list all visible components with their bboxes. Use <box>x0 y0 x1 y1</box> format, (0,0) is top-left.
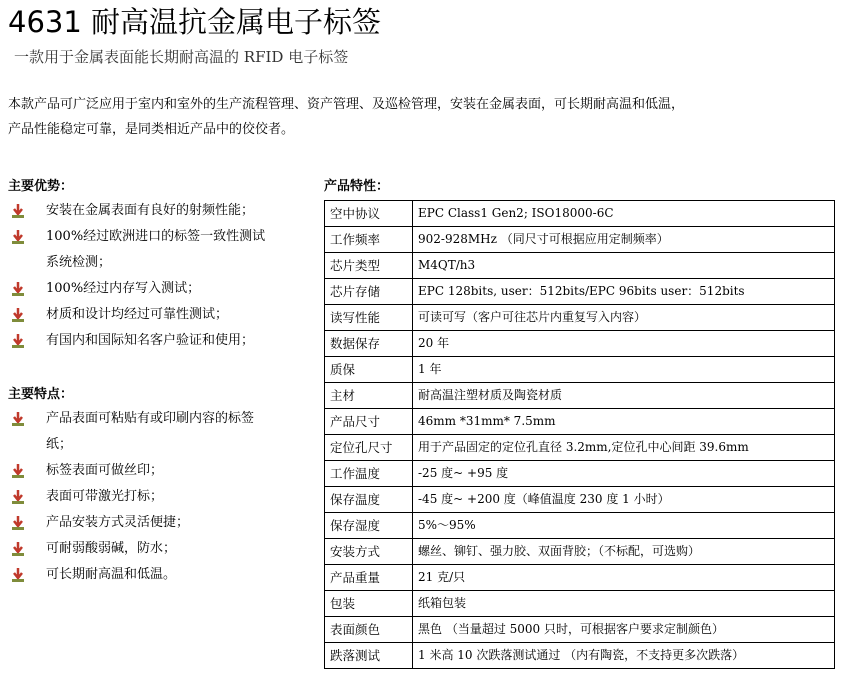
page-subtitle: 一款用于金属表面能长期耐高温的 RFID 电子标签 <box>14 48 349 66</box>
spec-value: -25 度~ +95 度 <box>413 461 835 487</box>
spec-key: 定位孔尺寸 <box>325 435 413 461</box>
list-item <box>8 276 276 302</box>
page-title: 4631 耐高温抗金属电子标签 <box>8 5 382 39</box>
list-item <box>8 406 276 458</box>
spec-key: 产品重量 <box>325 565 413 591</box>
specs-section <box>324 176 836 669</box>
features-list <box>8 406 308 588</box>
spec-value: 黑色 （当量超过 5000 只时，可根据客户要求定制颜色） <box>413 617 835 643</box>
spec-value: 螺丝、铆钉、强力胶、双面背胶；（不标配，可选购） <box>413 539 835 565</box>
list-item <box>8 510 276 536</box>
table-row <box>325 227 835 253</box>
list-item-text: 材质和设计均经过可靠性测试； <box>46 307 229 322</box>
advantages-list <box>8 198 308 354</box>
spec-value: 20 年 <box>413 331 835 357</box>
spec-key: 读写性能 <box>325 305 413 331</box>
table-row <box>325 357 835 383</box>
red-arrow-bullet-icon <box>12 334 24 348</box>
table-row <box>325 435 835 461</box>
spec-value: 纸箱包装 <box>413 591 835 617</box>
table-row <box>325 643 835 669</box>
table-row <box>325 253 835 279</box>
table-row <box>325 305 835 331</box>
spec-key: 表面颜色 <box>325 617 413 643</box>
features-title: 主要特点： <box>8 387 74 402</box>
advantages-title: 主要优势： <box>8 179 74 194</box>
red-arrow-bullet-icon <box>12 230 24 244</box>
table-row <box>325 383 835 409</box>
spec-value: 5%～95% <box>413 513 835 539</box>
spec-key: 工作频率 <box>325 227 413 253</box>
spec-key: 质保 <box>325 357 413 383</box>
spec-value: 902-928MHz （同尺寸可根据应用定制频率） <box>413 227 835 253</box>
table-row <box>325 539 835 565</box>
spec-key: 数据保存 <box>325 331 413 357</box>
red-arrow-bullet-icon <box>12 308 24 322</box>
list-item-text: 安装在金属表面有良好的射频性能； <box>46 203 255 218</box>
list-item-text: 100%经过欧洲进口的标签一致性测试系统检测； <box>46 229 266 270</box>
list-item <box>8 484 276 510</box>
table-row <box>325 617 835 643</box>
spec-value: -45 度~ +200 度（峰值温度 230 度 1 小时） <box>413 487 835 513</box>
list-item-text: 可长期耐高温和低温。 <box>46 567 177 582</box>
intro-paragraph <box>8 92 843 142</box>
red-arrow-bullet-icon <box>12 516 24 530</box>
red-arrow-bullet-icon <box>12 464 24 478</box>
list-item-text: 100%经过内存写入测试； <box>46 281 201 296</box>
red-arrow-bullet-icon <box>12 282 24 296</box>
spec-value: 可读可写（客户可往芯片内重复写入内容） <box>413 305 835 331</box>
spec-value: 1 年 <box>413 357 835 383</box>
table-row <box>325 331 835 357</box>
spec-key: 芯片类型 <box>325 253 413 279</box>
spec-key: 主材 <box>325 383 413 409</box>
list-item <box>8 198 276 224</box>
list-item-text: 产品安装方式灵活便捷； <box>46 515 190 530</box>
spec-value: 21 克/只 <box>413 565 835 591</box>
spec-key: 安装方式 <box>325 539 413 565</box>
list-item <box>8 328 276 354</box>
red-arrow-bullet-icon <box>12 490 24 504</box>
table-row <box>325 513 835 539</box>
spec-value: EPC Class1 Gen2; ISO18000-6C <box>413 201 835 227</box>
spec-key: 产品尺寸 <box>325 409 413 435</box>
list-item <box>8 458 276 484</box>
spec-value: M4QT/h3 <box>413 253 835 279</box>
specs-title: 产品特性： <box>324 179 390 194</box>
list-item <box>8 224 276 276</box>
spec-key: 空中协议 <box>325 201 413 227</box>
table-row <box>325 409 835 435</box>
spec-value: 46mm *31mm* 7.5mm <box>413 409 835 435</box>
list-item <box>8 302 276 328</box>
spec-value: EPC 128bits, user：512bits/EPC 96bits user：512bits <box>413 279 835 305</box>
table-row <box>325 201 835 227</box>
intro-line-1: 本款产品可广泛应用于室内和室外的生产流程管理、资产管理、及巡检管理，安装在金属表面，可长期耐高温和低温， <box>8 97 685 112</box>
list-item-text: 可耐弱酸弱碱，防水； <box>46 541 177 556</box>
table-row <box>325 565 835 591</box>
left-column <box>8 176 308 588</box>
table-row <box>325 487 835 513</box>
red-arrow-bullet-icon <box>12 542 24 556</box>
spec-key: 跌落测试 <box>325 643 413 669</box>
spec-value: 1 米高 10 次跌落测试通过 （内有陶瓷，不支持更多次跌落） <box>413 643 835 669</box>
intro-line-2: 产品性能稳定可靠，是同类相近产品中的佼佼者。 <box>8 122 295 137</box>
red-arrow-bullet-icon <box>12 568 24 582</box>
table-row <box>325 591 835 617</box>
list-item-text: 产品表面可粘贴有或印刷内容的标签纸； <box>46 411 255 452</box>
table-row <box>325 279 835 305</box>
list-item-text: 有国内和国际知名客户验证和使用； <box>46 333 255 348</box>
spec-value: 耐高温注塑材质及陶瓷材质 <box>413 383 835 409</box>
red-arrow-bullet-icon <box>12 412 24 426</box>
spec-value: 用于产品固定的定位孔直径 3.2mm,定位孔中心间距 39.6mm <box>413 435 835 461</box>
spec-key: 保存湿度 <box>325 513 413 539</box>
spec-key: 保存温度 <box>325 487 413 513</box>
list-item-text: 表面可带激光打标； <box>46 489 164 504</box>
spec-key: 芯片存储 <box>325 279 413 305</box>
specs-table <box>324 200 835 669</box>
table-row <box>325 461 835 487</box>
spec-key: 包装 <box>325 591 413 617</box>
list-item <box>8 562 276 588</box>
list-item <box>8 536 276 562</box>
list-item-text: 标签表面可做丝印； <box>46 463 164 478</box>
red-arrow-bullet-icon <box>12 204 24 218</box>
spec-key: 工作温度 <box>325 461 413 487</box>
